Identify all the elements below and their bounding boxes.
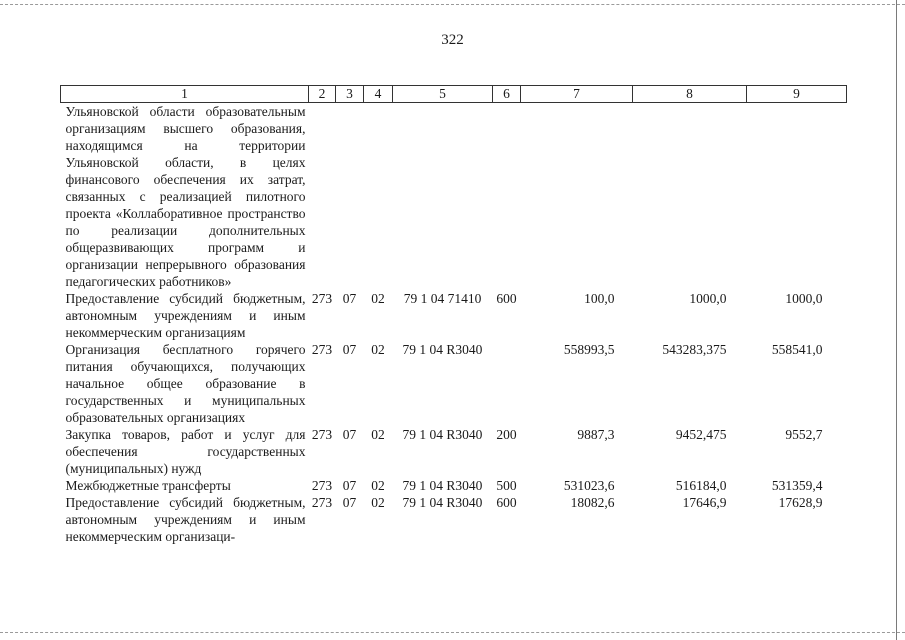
cell-col7: 100,0 — [584, 291, 615, 306]
cell-col2 — [309, 103, 336, 291]
cell-col8: 17646,9 — [682, 495, 727, 510]
column-header: 3 — [336, 86, 364, 103]
table-row — [61, 494, 847, 545]
cell-col5: 79 1 04 R3040 — [402, 495, 483, 510]
cell-col5: 79 1 04 71410 — [403, 291, 482, 306]
column-header: 8 — [633, 86, 747, 103]
cell-col3: 07 — [342, 342, 357, 357]
page-edge-top — [0, 4, 905, 5]
cell-col8: 1000,0 — [689, 291, 727, 306]
table-row — [61, 477, 847, 494]
cell-col6 — [493, 341, 521, 426]
cell-col3: 07 — [342, 427, 357, 442]
page-edge-right — [896, 0, 897, 640]
cell-col6: 600 — [496, 291, 517, 306]
budget-table — [60, 85, 847, 545]
cell-col5: 79 1 04 R3040 — [402, 427, 483, 442]
row-name: Предоставление субсидий бюджетным, автономным учреждениям и иным некоммерческим организациям — [65, 291, 306, 340]
cell-col6 — [493, 103, 521, 291]
cell-col2: 273 — [311, 478, 333, 493]
cell-col8: 543283,375 — [662, 342, 727, 357]
cell-col7: 18082,6 — [570, 495, 615, 510]
cell-col3: 07 — [342, 291, 357, 306]
cell-col6: 600 — [496, 495, 517, 510]
cell-col2: 273 — [311, 427, 333, 442]
column-header: 7 — [521, 86, 633, 103]
cell-col4 — [364, 103, 393, 291]
cell-col9: 17628,9 — [778, 495, 823, 510]
cell-col8: 9452,475 — [675, 427, 727, 442]
cell-col3: 07 — [342, 478, 357, 493]
column-header: 5 — [393, 86, 493, 103]
cell-col5: 79 1 04 R3040 — [402, 478, 483, 493]
row-name: Межбюджетные трансферты — [65, 478, 231, 493]
row-name: Предоставление субсидий бюджетным, автономным учреждениям и иным некоммерческим организаци- — [65, 495, 306, 544]
cell-col9 — [747, 103, 847, 291]
row-name: Ульяновской области образовательным организациям высшего образования, находящимся на территории Ульяновской области, в целях финансового обеспечения их затрат, связанных с реализацией пилотного проекта «Коллаборативное пространство по реализации дополнительных общеразвивающих программ и организации непрерывного образования педагогических работников» — [65, 104, 306, 289]
cell-col9: 531359,4 — [771, 478, 823, 493]
table-row — [61, 290, 847, 341]
cell-col3: 07 — [342, 495, 357, 510]
column-header: 4 — [364, 86, 393, 103]
cell-col2: 273 — [311, 291, 333, 306]
table-row — [61, 103, 847, 291]
cell-col4: 02 — [371, 495, 385, 510]
cell-col9: 1000,0 — [785, 291, 823, 306]
row-name: Организация бесплатного горячего питания обучающихся, получающих начальное общее образование в государственных и муниципальных образовательных организациях — [65, 342, 306, 425]
column-header: 1 — [61, 86, 309, 103]
cell-col8 — [633, 103, 747, 291]
cell-col4: 02 — [371, 342, 385, 357]
cell-col7 — [521, 103, 633, 291]
column-header: 6 — [493, 86, 521, 103]
table-row — [61, 341, 847, 426]
cell-col3 — [336, 103, 364, 291]
column-header: 2 — [309, 86, 336, 103]
table-header-row — [61, 86, 847, 103]
page-number: 322 — [441, 32, 464, 48]
cell-col4: 02 — [371, 478, 385, 493]
cell-col5 — [393, 103, 493, 291]
page-edge-bottom — [0, 632, 905, 633]
column-header: 9 — [747, 86, 847, 103]
row-name: Закупка товаров, работ и услуг для обеспечения государственных (муниципальных) нужд — [65, 427, 306, 476]
cell-col9: 558541,0 — [771, 342, 823, 357]
cell-col7: 9887,3 — [577, 427, 615, 442]
cell-col9: 9552,7 — [785, 427, 823, 442]
cell-col8: 516184,0 — [675, 478, 727, 493]
cell-col6: 500 — [496, 478, 517, 493]
cell-col4: 02 — [371, 291, 385, 306]
cell-col2: 273 — [311, 495, 333, 510]
cell-col7: 531023,6 — [563, 478, 615, 493]
cell-col7: 558993,5 — [563, 342, 615, 357]
cell-col6: 200 — [496, 427, 517, 442]
cell-col2: 273 — [311, 342, 333, 357]
cell-col5: 79 1 04 R3040 — [402, 342, 483, 357]
cell-col4: 02 — [371, 427, 385, 442]
table-row — [61, 426, 847, 477]
